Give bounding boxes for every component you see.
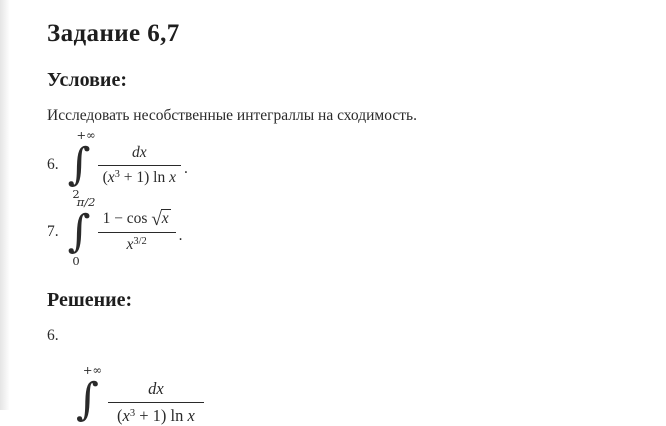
solution-6-formula	[76, 364, 204, 426]
condition-text: Исследовать несобственные интеграллы на сходимость.	[47, 107, 417, 124]
integral-with-limits	[67, 128, 96, 201]
problem-6-formula	[47, 129, 188, 201]
problem-7-formula	[47, 196, 183, 268]
denominator	[98, 165, 181, 187]
denominator	[108, 402, 204, 426]
upper-limit: +∞	[82, 363, 103, 377]
variable-x: x	[187, 406, 195, 425]
exponent: 3	[114, 168, 120, 180]
numerator	[98, 210, 176, 233]
problem-7-number: 7.	[47, 223, 59, 240]
variable-x: x	[122, 406, 130, 425]
solution-item-number: 6.	[47, 327, 59, 344]
variable-x: x	[126, 236, 134, 254]
sqrt-argument: x	[161, 209, 169, 227]
denominator	[98, 232, 176, 254]
lower-limit: 2	[72, 187, 80, 201]
fraction	[108, 379, 204, 426]
numerator: dx	[131, 143, 147, 161]
paren-open: (	[117, 406, 123, 425]
integral-sign: ∫	[76, 374, 99, 425]
integral-sign: ∫	[67, 206, 91, 257]
scan-edge-shadow	[0, 0, 10, 410]
paren-open: (	[102, 168, 108, 186]
square-root	[151, 208, 170, 230]
problem-6-number: 6.	[47, 156, 59, 173]
expression-prefix: 1 − cos	[102, 209, 152, 227]
fraction	[98, 144, 181, 187]
numerator: dx	[148, 379, 164, 398]
variable-x: x	[107, 168, 115, 186]
doc-title: Задание 6,7	[47, 20, 180, 47]
radical-sign: √	[151, 208, 162, 230]
upper-limit: +∞	[76, 128, 96, 142]
integral-sign: ∫	[67, 139, 91, 190]
fraction	[98, 210, 176, 255]
integral-with-limits	[76, 363, 103, 425]
end-period: .	[178, 227, 183, 244]
integral-with-limits	[67, 195, 96, 268]
upper-limit: π/2	[76, 195, 96, 209]
solution-heading: Решение:	[47, 289, 133, 311]
variable-x: x	[169, 168, 176, 186]
lower-limit: 0	[72, 254, 80, 268]
exponent: 3/2	[133, 236, 147, 248]
expression-middle: + 1) ln	[119, 168, 170, 186]
exponent: 3	[129, 408, 136, 419]
end-period: .	[183, 160, 188, 177]
condition-heading: Условие:	[47, 69, 127, 91]
expression-middle: + 1) ln	[135, 406, 188, 425]
